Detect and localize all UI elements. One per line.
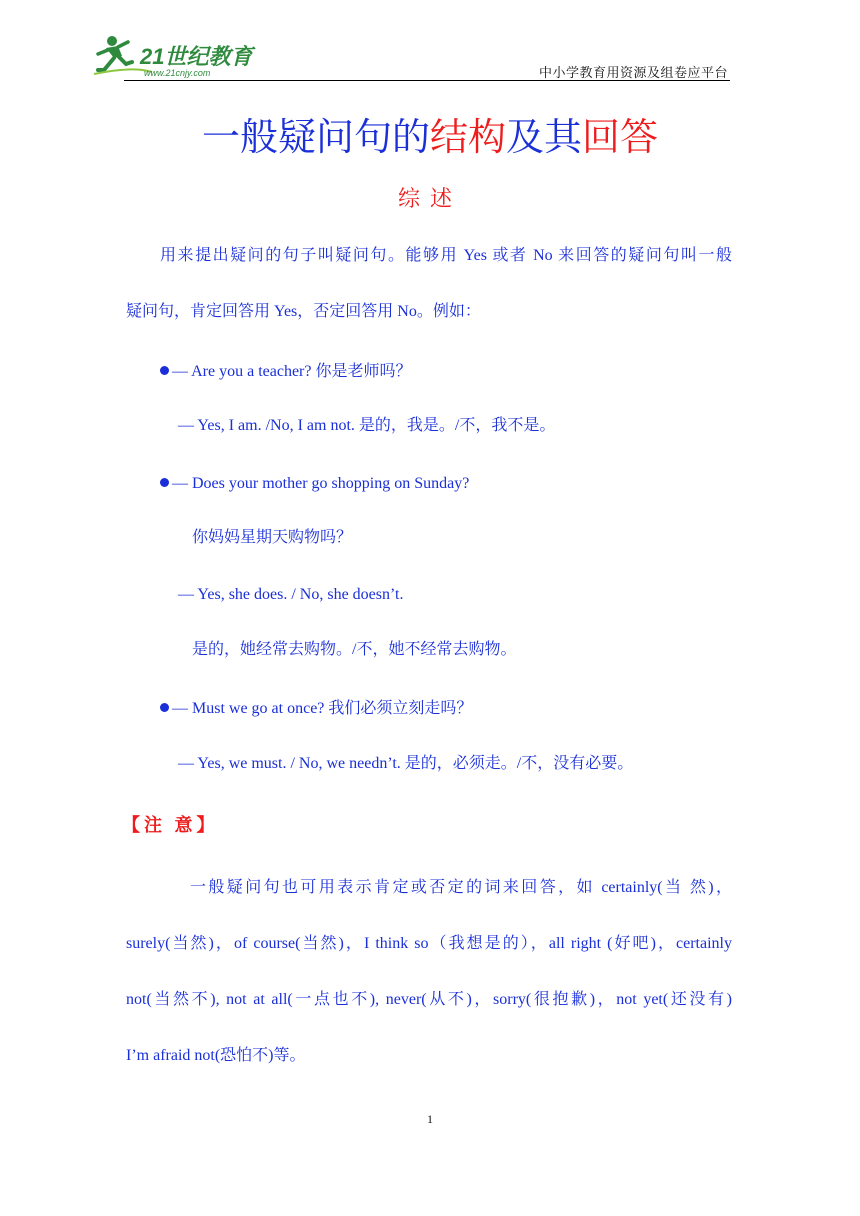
title-part-1: 一般疑问句的	[201, 117, 430, 159]
example-1-question-text: — Are you a teacher? 你是老师吗？	[172, 363, 412, 380]
page-title	[0, 112, 860, 164]
title-part-4: 回答	[582, 117, 659, 159]
note-line-1: 一般疑问句也可用表示肯定或否定的词来回答，如 certainly(当 然)，	[190, 879, 732, 896]
title-part-2: 结构	[429, 117, 506, 159]
title-part-3: 及其	[506, 117, 583, 159]
header-divider	[124, 80, 730, 81]
section-subtitle: 综述	[397, 186, 462, 211]
bullet-icon	[160, 366, 169, 375]
bullet-icon	[160, 478, 169, 487]
bullet-icon	[160, 703, 169, 712]
example-3-question-text: — Must we go at once? 我们必须立刻走吗？	[172, 700, 473, 717]
note-line-4: I’m afraid not(恐怕不)等。	[126, 1047, 306, 1064]
note-label-text: 【注 意】	[122, 815, 219, 835]
example-2-question	[160, 472, 469, 496]
logo	[92, 34, 262, 80]
note-line-2: surely(当然)，of course(当然)，I think so（我想是的），all right (好吧)，certainly	[126, 935, 732, 952]
note-line-3: not(当然不), not at all(一点也不), never(从不)，sorry(很抱歉)，not yet(还没有)	[126, 991, 732, 1008]
logo-title: 21世纪教育	[140, 44, 253, 69]
intro-line-2: 疑问句，肯定回答用 Yes，否定回答用 No。例如：	[126, 303, 481, 320]
example-1-question	[160, 360, 412, 384]
example-2-answer-cn: 是的，她经常去购物。/不，她不经常去购物。	[192, 641, 517, 658]
example-2-answer: — Yes, she does. / No, she doesn’t.	[178, 586, 404, 603]
intro-line-1: 用来提出疑问的句子叫疑问句。能够用 Yes 或者 No 来回答的疑问句叫一般	[160, 247, 732, 264]
page-number: 1	[427, 1112, 433, 1126]
runner-logo-icon	[92, 34, 262, 80]
platform-label: 中小学教育用资源及组卷应平台	[538, 65, 728, 80]
example-1-answer: — Yes, I am. /No, I am not. 是的，我是。/不，我不是。	[178, 417, 556, 434]
note-label	[122, 813, 219, 839]
example-2-question-text: — Does your mother go shopping on Sunday?	[172, 475, 470, 492]
example-2-question-cn: 你妈妈星期天购物吗？	[192, 529, 353, 546]
example-3-question	[160, 697, 472, 721]
example-3-answer: — Yes, we must. / No, we needn’t. 是的，必须走。/不，没有必要。	[178, 755, 634, 772]
logo-url: www.21cnjy.com	[144, 68, 211, 78]
